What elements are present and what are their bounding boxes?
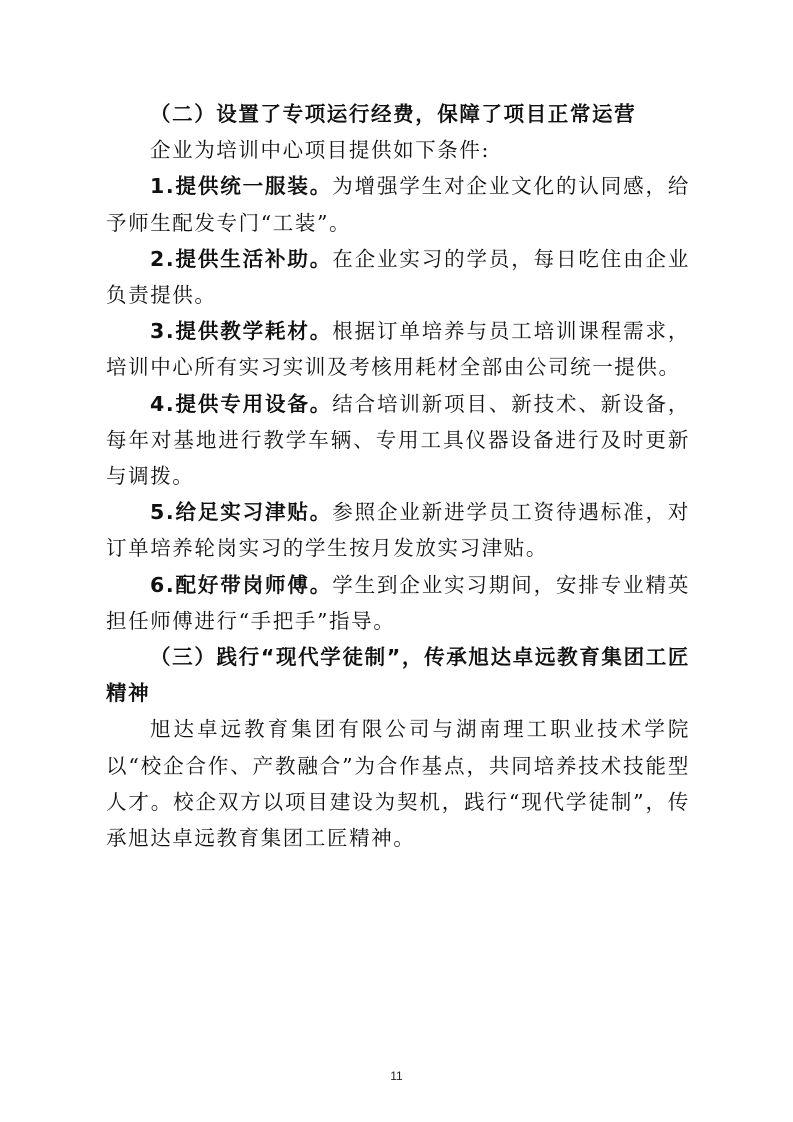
- list-item: [106, 168, 690, 240]
- page-content: [106, 96, 690, 856]
- section-heading-apprenticeship: （三）践行“现代学徒制”，传承旭达卓远教育集团工匠精神: [106, 645, 690, 706]
- list-item: [106, 313, 690, 385]
- item-text: 结合培训新项目、新技术、新设备，每年对基地进行教学车辆、专用工具仪器设备进行及时更新与调拨。: [106, 391, 691, 489]
- list-item: [106, 241, 690, 313]
- section-heading-funding: （二）设置了专项运行经费，保障了项目正常运营: [150, 102, 637, 126]
- item-lead: 3.提供教学耗材。: [150, 319, 333, 344]
- list-item: [106, 567, 690, 639]
- page-number: 11: [390, 1069, 403, 1083]
- item-lead: 2.提供生活补助。: [150, 246, 333, 271]
- section-body: 旭达卓远教育集团有限公司与湖南理工职业技术学院以“校企合作、产教融合”为合作基点，共同培养技术技能型人才。校企双方以项目建设为契机，践行“现代学徒制”，传承旭达卓远教育集团工匠精神。: [106, 717, 690, 851]
- item-lead: 6.配好带岗师傅。: [150, 572, 333, 597]
- item-text: 根据订单培养与员工培训课程需求，培训中心所有实习实训及考核用耗材全部由公司统一提供。: [106, 319, 691, 380]
- item-text: 在企业实习的学员，每日吃住由企业负责提供。: [106, 246, 691, 308]
- item-text: 为增强学生对企业文化的认同感，给予师生配发专门“工装”。: [106, 174, 691, 235]
- section-intro: 企业为培训中心项目提供如下条件:: [150, 138, 491, 163]
- list-item: [106, 494, 690, 566]
- item-lead: 4.提供专用设备。: [150, 391, 333, 416]
- item-lead: 5.给足实习津贴。: [150, 500, 333, 525]
- item-text: 学生到企业实习期间，安排专业精英担任师傅进行“手把手”指导。: [106, 572, 691, 633]
- list-item: [106, 386, 690, 495]
- item-text: 参照企业新进学员工资待遇标准，对订单培养轮岗实习的学生按月发放实习津贴。: [106, 500, 691, 561]
- item-lead: 1.提供统一服装。: [150, 174, 333, 199]
